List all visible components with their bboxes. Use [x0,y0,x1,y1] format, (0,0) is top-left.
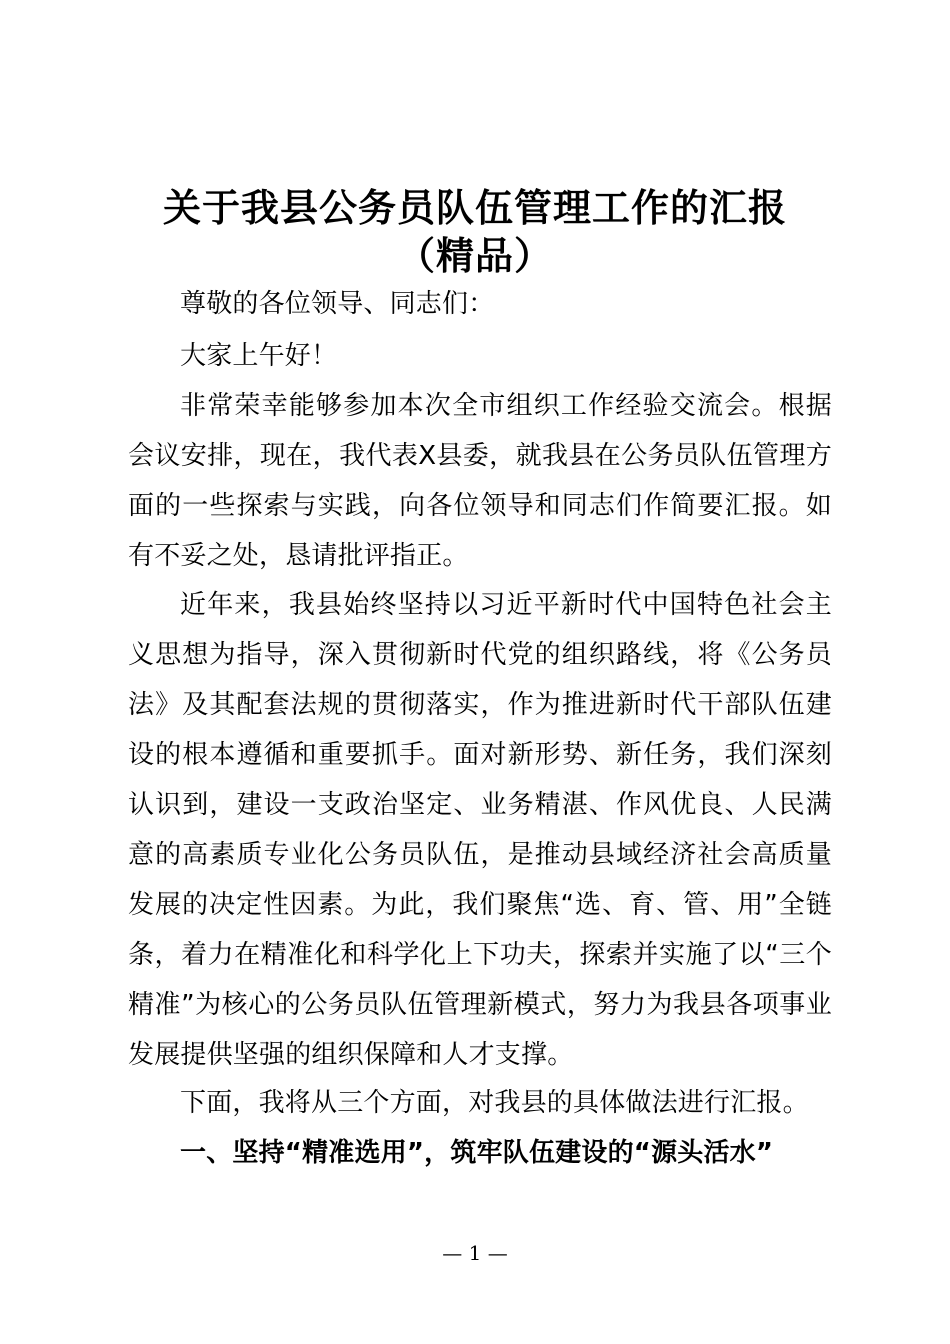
paragraph-background: 近年来，我县始终坚持以习近平新时代中国特色社会主义思想为指导，深入贯彻新时代党的组织路线，将《公务员法》及其配套法规的贯彻落实，作为推进新时代干部队伍建设的根本遵循和重要抓手。面对新形势、新任务，我们深刻认识到，建设一支政治坚定、业务精湛、作风优良、人民满意的高素质专业化公务员队伍，是推动县域经济社会高质量发展的决定性因素。为此，我们聚焦“选、育、管、用”全链条，着力在精准化和科学化上下功夫，探索并实施了以“三个精准”为核心的公务员队伍管理新模式，努力为我县各项事业发展提供坚强的组织保障和人才支撑。 [128,590,832,1070]
document-title: 关于我县公务员队伍管理工作的汇报 [162,185,787,230]
greeting: 大家上午好！ [180,341,338,371]
salutation: 尊敬的各位领导、同志们： [180,289,495,319]
paragraph-intro: 非常荣幸能够参加本次全市组织工作经验交流会。根据会议安排，现在，我代表X县委，就我县在公务员队伍管理方面的一些探索与实践，向各位领导和同志们作简要汇报。如有不妥之处，恳请批评指正。 [128,391,832,571]
page-number: — 1 — [442,1241,508,1265]
section-heading: 一、坚持“精准选用”，筑牢队伍建设的“源头活水” [180,1138,774,1168]
paragraph-transition: 下面，我将从三个方面，对我县的具体做法进行汇报。 [180,1088,809,1118]
document-title-suffix: （精品） [396,233,553,278]
